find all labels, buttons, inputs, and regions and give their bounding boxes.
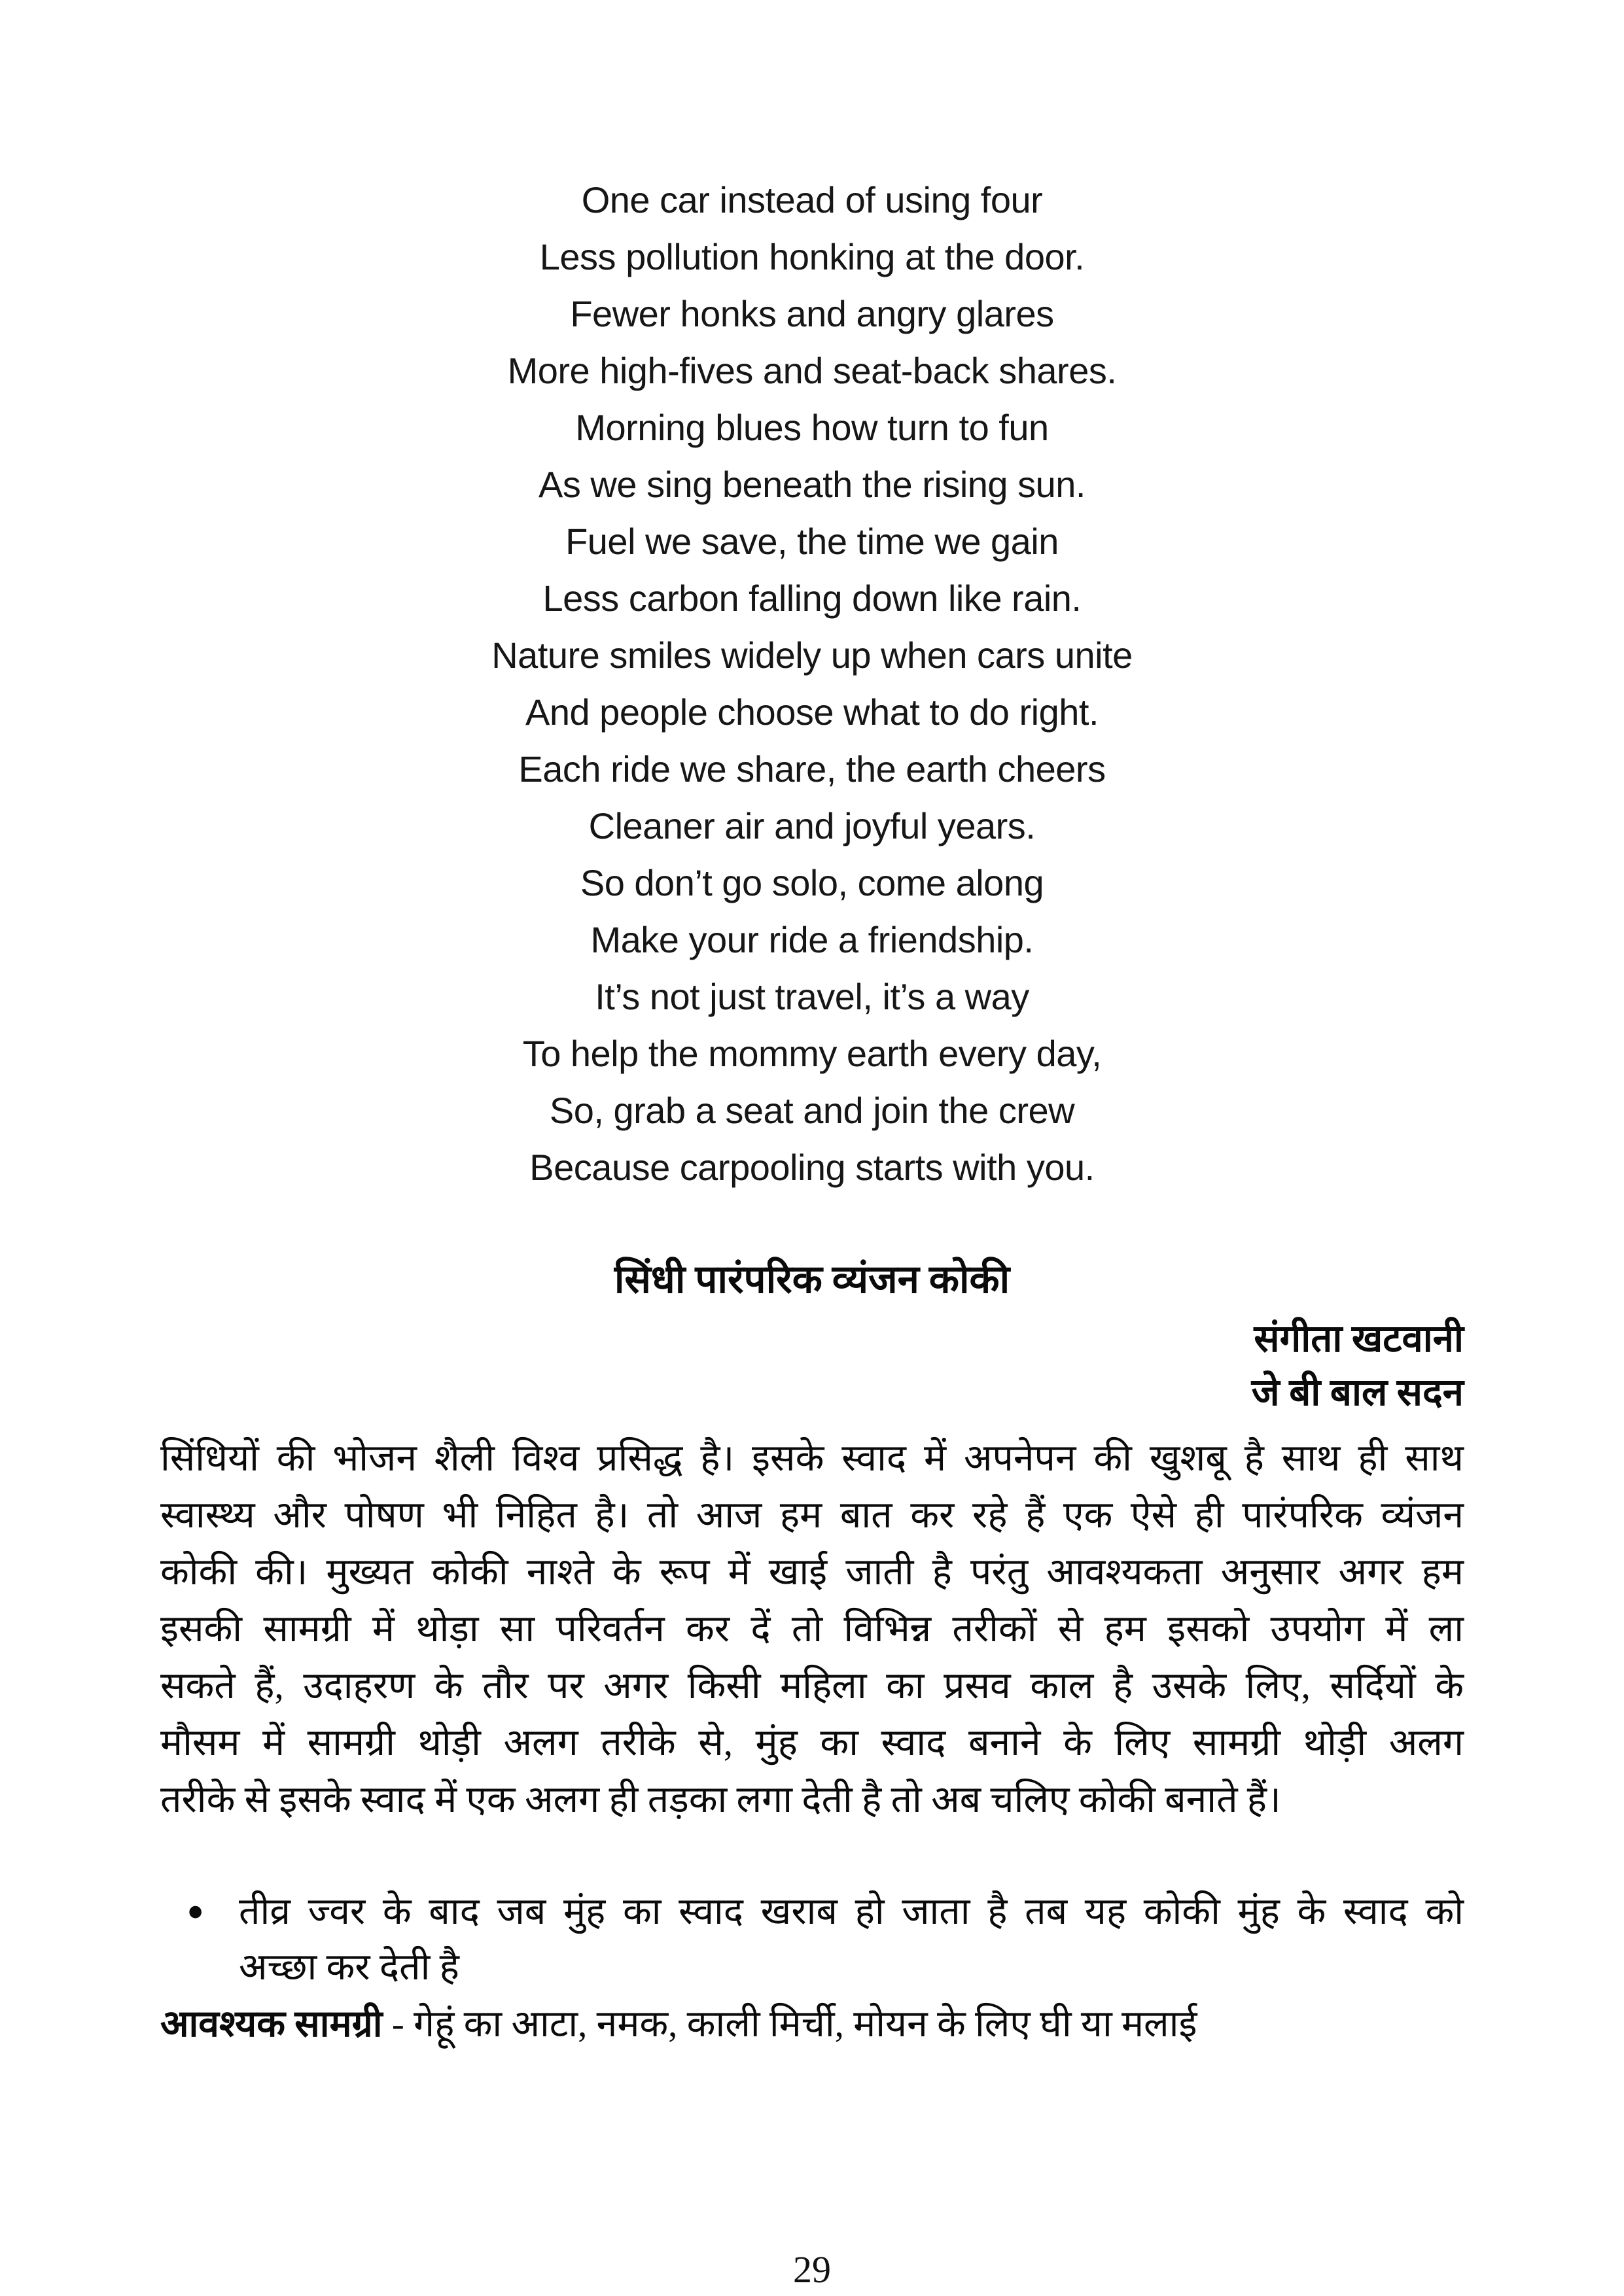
bullet-line: अच्छा कर देती है [239,1947,459,1988]
poem-line: Fewer honks and angry glares [570,293,1054,334]
poem-line: To help the mommy earth every day, [522,1033,1102,1074]
intro-line: सिंधियों की भोजन शैली विश्व प्रसिद्ध है। इसके स्वाद में अपनेपन की खुशबू है साथ ही साथ [160,1438,1464,1479]
intro-line: स्वास्थ्य और पोषण भी निहित है। तो आज हम बात कर रहे हैं एक ऐसे ही पारंपरिक व्यंजन [160,1495,1464,1536]
poem-line: Less pollution honking at the door. [539,236,1085,277]
poem-line: And people choose what to do right. [525,691,1099,733]
bullet-list-item [160,1884,1464,1995]
ingredients-line [160,1996,1464,2053]
poem-line: Because carpooling starts with you. [529,1147,1095,1188]
poem-line: So don’t go solo, come along [580,862,1044,903]
byline [160,1312,1464,1419]
poem-line: As we sing beneath the rising sun. [538,464,1086,505]
ingredients-text: - गेहूं का आटा, नमक, काली मिर्ची, मोयन के लिए घी या मलाई [382,2004,1197,2045]
intro-line: कोकी की। मुख्यत कोकी नाश्ते के रूप में खाई जाती है परंतु आवश्यकता अनुसार अगर हम [160,1552,1464,1593]
bullet-text [239,1884,1464,1995]
poem-line: Cleaner air and joyful years. [588,805,1036,846]
poem-line: Each ride we share, the earth cheers [518,748,1106,790]
bullet-line: तीव्र ज्वर के बाद जब मुंह का स्वाद खराब हो जाता है तब यह कोकी मुंह के स्वाद को [239,1891,1464,1932]
poem-line: It’s not just travel, it’s a way [595,976,1029,1017]
poem-line: Make your ride a friendship. [590,919,1034,960]
poem-line: Nature smiles widely up when cars unite [491,635,1133,676]
poem [0,171,1624,1196]
poem-line: More high-fives and seat-back shares. [507,350,1117,391]
recipe-title: सिंधी पारंपरिक व्यंजन कोकी [614,1258,1010,1301]
page-number: 29 [793,2248,831,2291]
author-name: संगीता खटवानी [1254,1317,1464,1360]
recipe-intro-paragraph [160,1430,1464,1828]
ingredients-label: आवश्यक सामग्री [160,2004,383,2045]
author-affiliation: जे बी बाल सदन [1251,1371,1464,1414]
intro-line: सकते हैं, उदाहरण के तौर पर अगर किसी महिला का प्रसव काल है उसके लिए, सर्दियों के [160,1665,1464,1707]
poem-line: Less carbon falling down like rain. [542,578,1082,619]
poem-line: Fuel we save, the time we gain [565,521,1059,562]
poem-line: One car instead of using four [581,179,1043,220]
poem-line: Morning blues how turn to fun [575,407,1049,448]
intro-line: तरीके से इसके स्वाद में एक अलग ही तड़का लगा देती है तो अब चलिए कोकी बनाते हैं। [160,1779,1281,1820]
bullet-marker: • [186,1883,205,1940]
intro-line: इसकी सामग्री में थोड़ा सा परिवर्तन कर दें तो विभिन्न तरीकों से हम इसको उपयोग में ला [160,1609,1464,1650]
intro-line: मौसम में सामग्री थोड़ी अलग तरीके से, मुंह का स्वाद बनाने के लिए सामग्री थोड़ी अलग [160,1722,1464,1764]
poem-line: So, grab a seat and join the crew [549,1090,1075,1131]
